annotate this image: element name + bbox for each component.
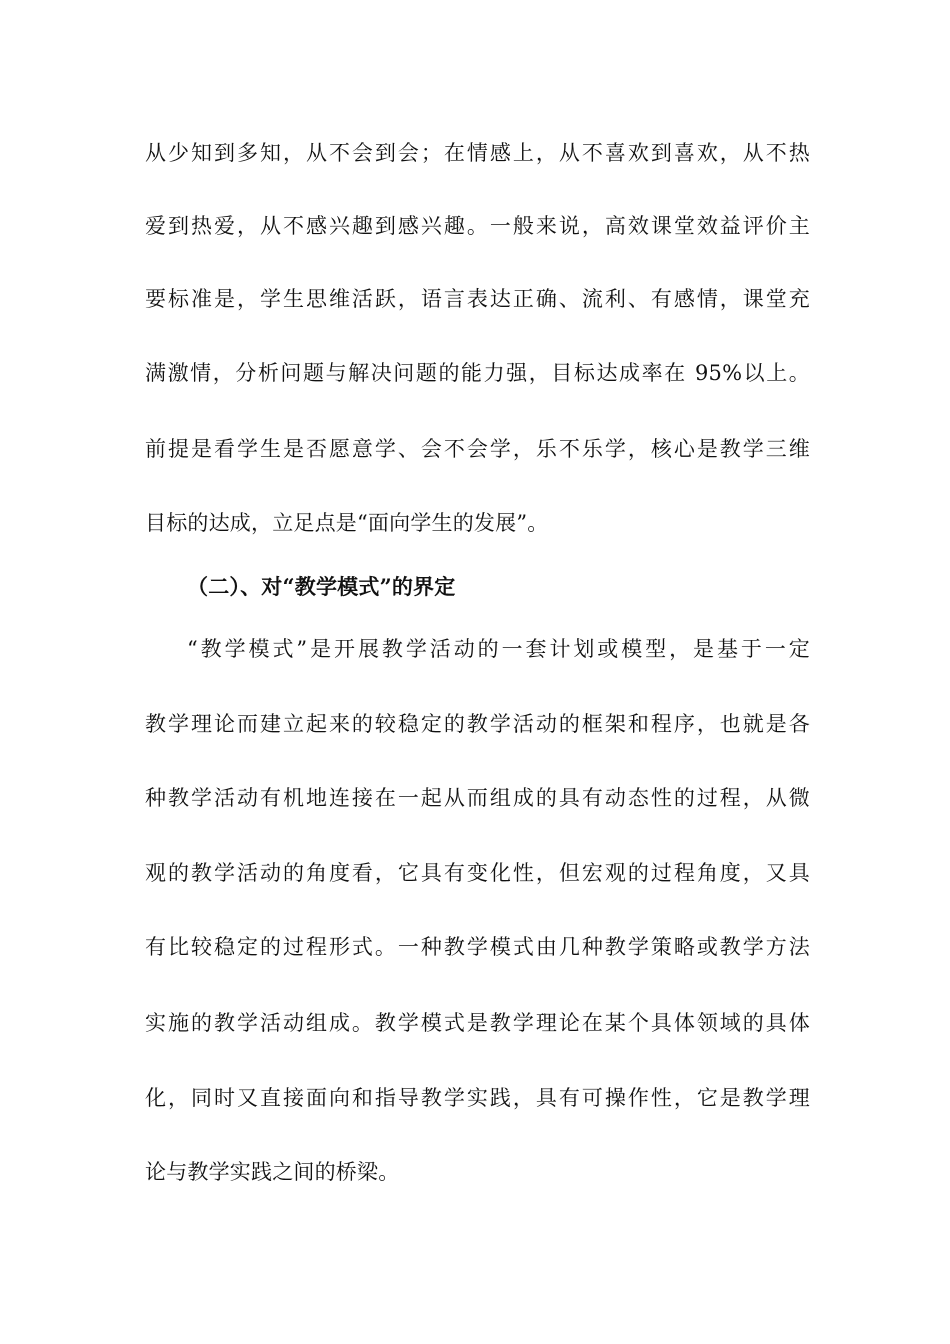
- paragraph-line: 实施的教学活动组成。教学模式是教学理论在某个具体领域的具体: [145, 1011, 810, 1035]
- paragraph-line: “教学模式”是开展教学活动的一套计划或模型，是基于一定: [187, 637, 810, 661]
- paragraph-line: 前提是看学生是否愿意学、会不会学，乐不乐学，核心是教学三维: [145, 437, 810, 461]
- paragraph-line: 观的教学活动的角度看，它具有变化性，但宏观的过程角度，又具: [145, 861, 810, 885]
- paragraph-line: 要标准是，学生思维活跃，语言表达正确、流利、有感情，课堂充: [145, 287, 810, 311]
- paragraph-line: 论与教学实践之间的桥梁。: [145, 1160, 400, 1184]
- paragraph-line: 化，同时又直接面向和指导教学实践，具有可操作性，它是教学理: [145, 1086, 810, 1110]
- paragraph-line: 从少知到多知，从不会到会；在情感上，从不喜欢到喜欢，从不热: [145, 141, 810, 165]
- paragraph-line: 爱到热爱，从不感兴趣到感兴趣。一般来说，高效课堂效益评价主: [145, 214, 810, 238]
- section-heading: （二）、对“教学模式”的界定: [187, 574, 456, 599]
- paragraph-line: 有比较稳定的过程形式。一种教学模式由几种教学策略或教学方法: [145, 935, 810, 959]
- paragraph-line: 满激情，分析问题与解决问题的能力强，目标达成率在 95%以上。: [145, 361, 810, 385]
- paragraph-line: 教学理论而建立起来的较稳定的教学活动的框架和程序，也就是各: [145, 712, 810, 736]
- paragraph-line: 目标的达成，立足点是“面向学生的发展”。: [145, 511, 549, 535]
- paragraph-line: 种教学活动有机地连接在一起从而组成的具有动态性的过程，从微: [145, 786, 810, 810]
